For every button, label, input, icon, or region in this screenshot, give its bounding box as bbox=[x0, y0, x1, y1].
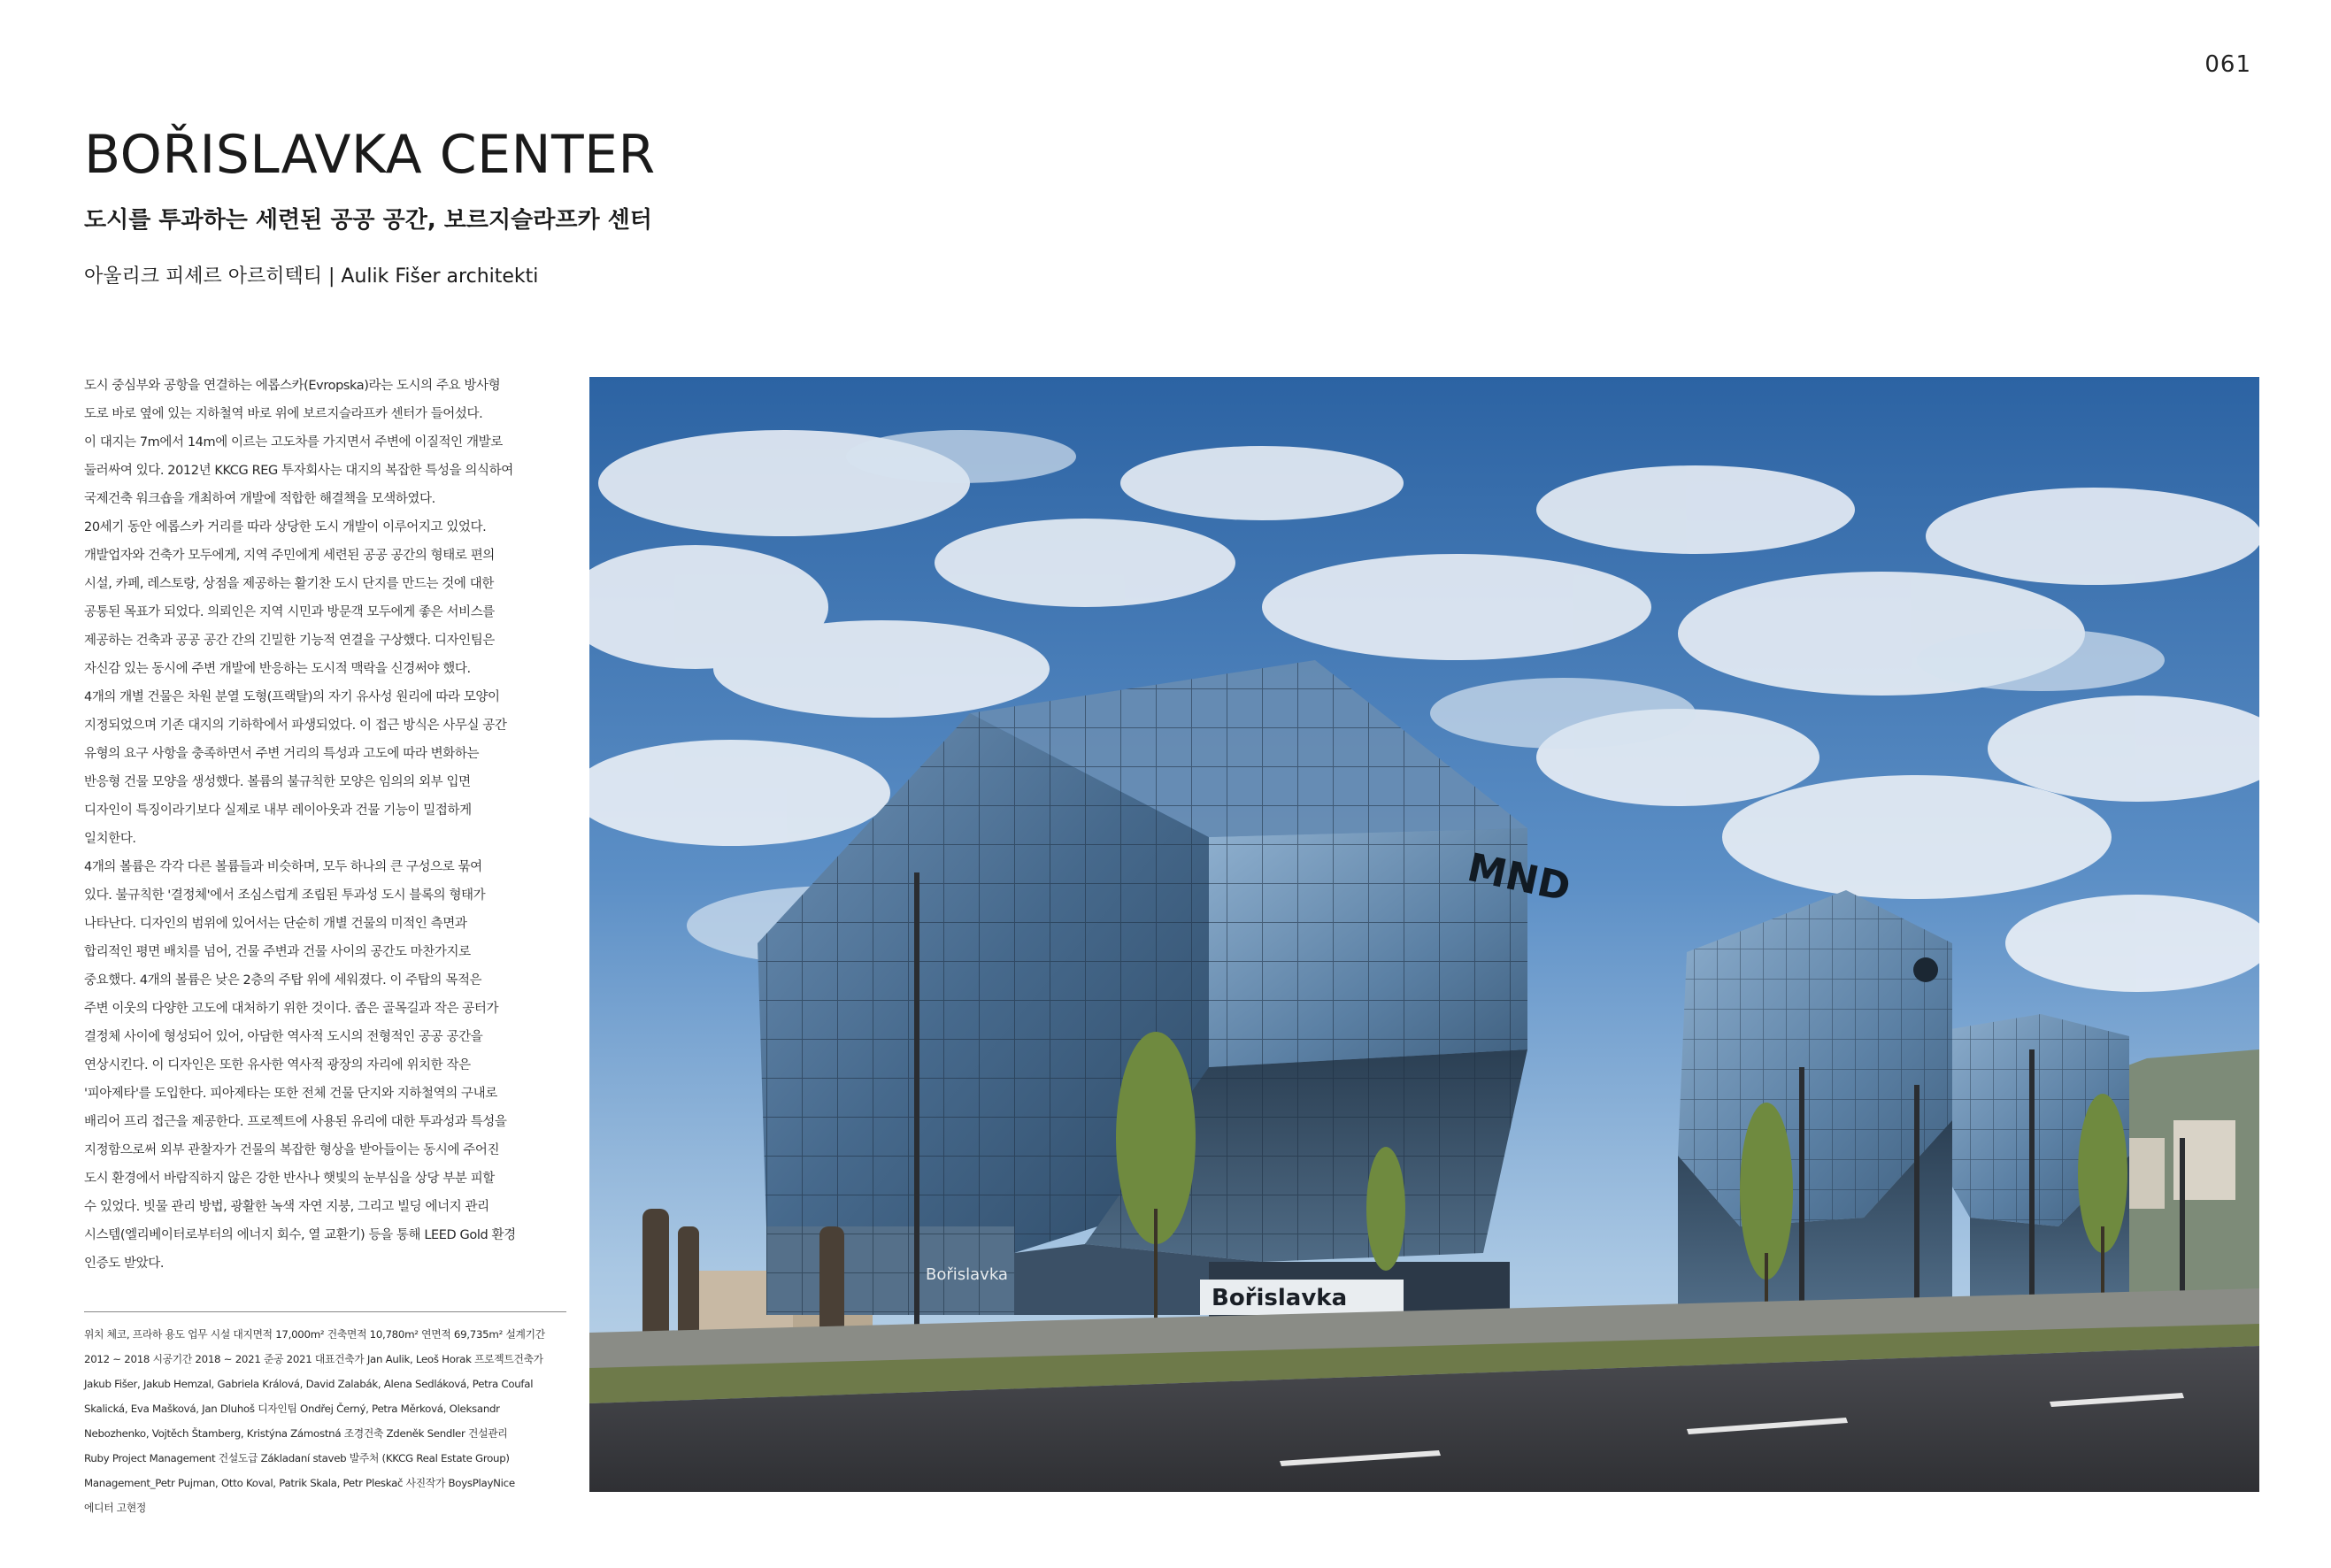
body-line: 도시 환경에서 바람직하지 않은 강한 반사나 햇빛의 눈부심을 상당 부분 피할 bbox=[84, 1172, 495, 1186]
body-line: 합리적인 평면 배치를 넘어, 건물 주변과 건물 사이의 공간도 마찬가지로 bbox=[84, 945, 471, 959]
body-line: 중요했다. 4개의 볼륨은 낮은 2층의 주탑 위에 세워졌다. 이 주탑의 목적은 bbox=[84, 973, 482, 988]
body-text bbox=[84, 372, 566, 1278]
body-line: 연상시킨다. 이 디자인은 또한 유사한 역사적 광장의 자리에 위치한 작은 bbox=[84, 1058, 471, 1072]
body-line: 공통된 목표가 되었다. 의뢰인은 지역 시민과 방문객 모두에게 좋은 서비스를 bbox=[84, 605, 495, 619]
body-line: 있다. 불규칙한 '결정체'에서 조심스럽게 조립된 투과성 도시 블록의 형태가 bbox=[84, 888, 486, 903]
body-line: 반응형 건물 모양을 생성했다. 볼륨의 불규칙한 모양은 임의의 외부 입면 bbox=[84, 775, 471, 789]
body-line: 일치한다. bbox=[84, 832, 136, 846]
project-credits bbox=[84, 1322, 566, 1520]
body-line: 도시 중심부와 공항을 연결하는 에롭스카(Evropska)라는 도시의 주요 방사형 bbox=[84, 379, 501, 393]
body-line: 4개의 개별 건물은 차원 분열 도형(프랙탈)의 자기 유사성 원리에 따라 모양이 bbox=[84, 690, 500, 704]
borislavka-sign-main: Bořislavka bbox=[1212, 1285, 1348, 1311]
body-line: 시설, 카페, 레스토랑, 상점을 제공하는 활기찬 도시 단지를 만드는 것에 대한 bbox=[84, 577, 494, 591]
credits-line: Skalická, Eva Mašková, Jan Dluhoš 디자인팀 Ondřej Černý, Petra Měrková, Oleksandr bbox=[84, 1403, 500, 1415]
borislavka-sign-left: Bořislavka bbox=[926, 1265, 1008, 1284]
body-line: 수 있었다. 빗물 관리 방법, 광활한 녹색 자연 지붕, 그리고 빌딩 에너지 관리 bbox=[84, 1200, 489, 1214]
body-line: 나타난다. 디자인의 범위에 있어서는 단순히 개별 건물의 미적인 측면과 bbox=[84, 917, 467, 931]
credits-line: 2012 ~ 2018 시공기간 2018 ~ 2021 준공 2021 대표건축가 Jan Aulik, Leoš Horak 프로젝트건축가 bbox=[84, 1353, 543, 1365]
body-line: 주변 이웃의 다양한 고도에 대처하기 위한 것이다. 좁은 골목길과 작은 공터가 bbox=[84, 1002, 499, 1016]
mnd-logo: MND bbox=[1463, 844, 1574, 911]
article-title: BOŘISLAVKA CENTER bbox=[84, 124, 656, 186]
body-line: 이 대지는 7m에서 14m에 이르는 고도차를 가지면서 주변에 이질적인 개발로 bbox=[84, 435, 503, 450]
article-subtitle: 도시를 투과하는 세련된 공공 공간, 보르지슬라프카 센터 bbox=[84, 207, 652, 234]
building-photo bbox=[589, 377, 2259, 1492]
body-line: 인증도 받았다. bbox=[84, 1257, 165, 1271]
body-line: 유형의 요구 사항을 충족하면서 주변 거리의 특성과 고도에 따라 변화하는 bbox=[84, 747, 480, 761]
body-line: 제공하는 건축과 공공 공간 간의 긴밀한 기능적 연결을 구상했다. 디자인팀은 bbox=[84, 634, 495, 648]
credits-line: Management_Petr Pujman, Otto Koval, Patrik Skala, Petr Pleskač 사진작가 BoysPlayNice bbox=[84, 1477, 515, 1489]
architect-line: 아울리크 피셰르 아르히텍티 | Aulik Fišer architekti bbox=[84, 265, 539, 288]
body-line: 디자인이 특징이라기보다 실제로 내부 레이아웃과 건물 기능이 밀접하게 bbox=[84, 803, 472, 818]
body-line: 결정체 사이에 형성되어 있어, 아담한 역사적 도시의 전형적인 공공 공간을 bbox=[84, 1030, 483, 1044]
body-line: 둘러싸여 있다. 2012년 KKCG REG 투자회사는 대지의 복잡한 특성을 의식하여 bbox=[84, 464, 513, 478]
body-line: 지정되었으며 기존 대지의 기하학에서 파생되었다. 이 접근 방식은 사무실 공간 bbox=[84, 719, 507, 733]
body-line: 국제건축 워크숍을 개최하여 개발에 적합한 해결책을 모색하였다. bbox=[84, 492, 435, 506]
body-line: '피아제타'를 도입한다. 피아제타는 또한 전체 건물 단지와 지하철역의 구내로 bbox=[84, 1087, 497, 1101]
credits-line: Jakub Fišer, Jakub Hemzal, Gabriela Králová, David Zalabák, Alena Sedláková, Petra Coufal bbox=[84, 1378, 534, 1390]
body-line: 배리어 프리 접근을 제공한다. 프로젝트에 사용된 유리에 대한 투과성과 특성을 bbox=[84, 1115, 507, 1129]
body-line: 개발업자와 건축가 모두에게, 지역 주민에게 세련된 공공 공간의 형태로 편의 bbox=[84, 549, 495, 563]
page-number: 061 bbox=[2204, 51, 2251, 78]
body-line: 지정함으로써 외부 관찰자가 건물의 복잡한 형상을 받아들이는 동시에 주어진 bbox=[84, 1143, 500, 1157]
body-line: 자신감 있는 동시에 주변 개발에 반응하는 도시적 맥락을 신경써야 했다. bbox=[84, 662, 471, 676]
credits-line: Ruby Project Management 건설도급 Základaní staveb 발주처 (KKCG Real Estate Group) bbox=[84, 1452, 510, 1464]
credits-divider bbox=[84, 1311, 566, 1312]
credits-line: Nebozhenko, Vojtěch Štamberg, Kristýna Zámostná 조경건축 Zdeněk Sendler 건설관리 bbox=[84, 1427, 508, 1440]
body-line: 도로 바로 옆에 있는 지하철역 바로 위에 보르지슬라프카 센터가 들어섰다. bbox=[84, 407, 483, 421]
building-middle bbox=[1678, 890, 1952, 1306]
credits-line: 위치 체코, 프라하 용도 업무 시설 대지면적 17,000m² 건축면적 10,780m² 연면적 69,735m² 설계기간 bbox=[84, 1328, 545, 1341]
body-line: 20세기 동안 에롭스카 거리를 따라 상당한 도시 개발이 이루어지고 있었다. bbox=[84, 520, 487, 534]
body-line: 4개의 볼륨은 각각 다른 볼륨들과 비슷하며, 모두 하나의 큰 구성으로 묶여 bbox=[84, 860, 482, 874]
credits-line: 에디터 고현정 bbox=[84, 1502, 147, 1514]
body-line: 시스템(엘리베이터로부터의 에너지 회수, 열 교환기) 등을 통해 LEED Gold 환경 bbox=[84, 1228, 516, 1242]
